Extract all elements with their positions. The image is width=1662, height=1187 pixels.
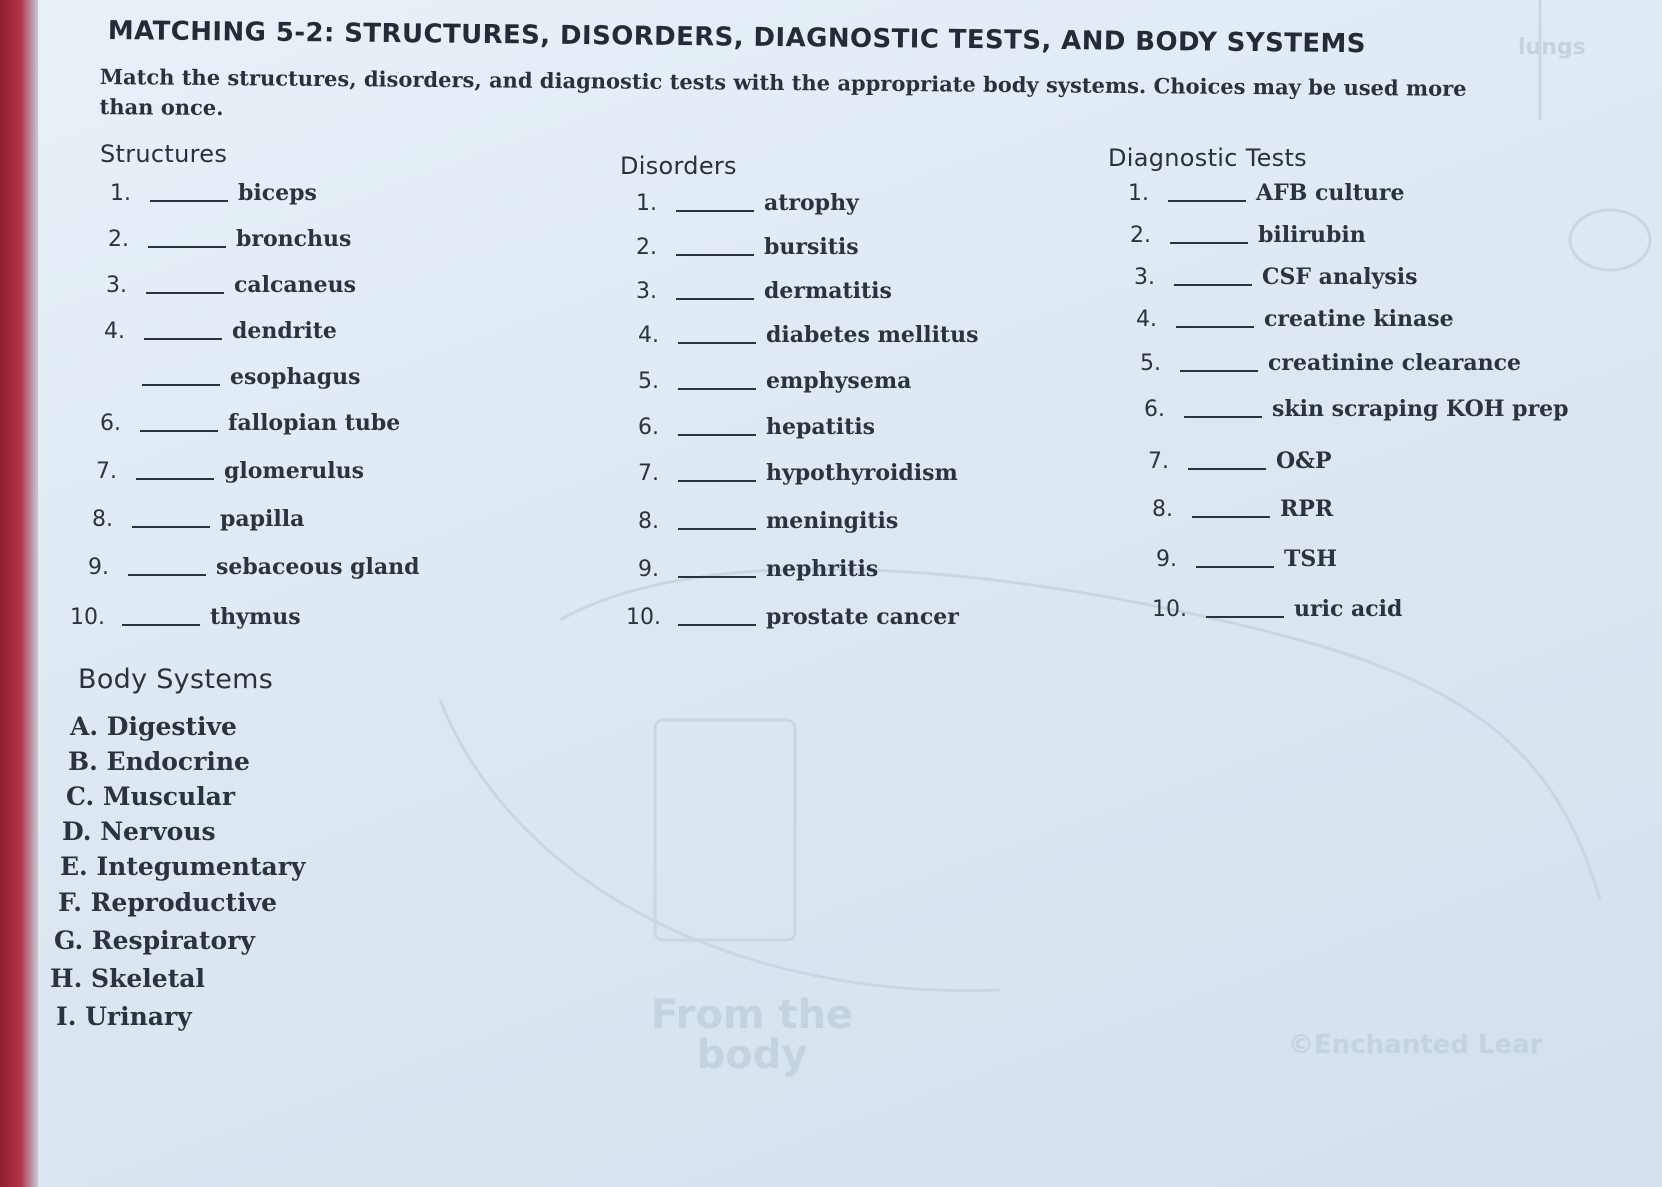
bg-copyright: ©Enchanted Lear — [1288, 1030, 1543, 1060]
item-number: 10. — [70, 605, 105, 630]
test-item — [1156, 546, 1337, 572]
item-number: 10. — [1152, 597, 1187, 622]
item-number: 7. — [96, 459, 117, 484]
tests-heading: Diagnostic Tests — [1108, 144, 1307, 172]
item-number: 6. — [100, 411, 121, 436]
structure-item — [92, 506, 304, 532]
disorder-item — [638, 460, 958, 486]
answer-blank[interactable] — [678, 526, 756, 530]
item-label: nephritis — [766, 556, 879, 582]
page-title: MATCHING 5-2: STRUCTURES, DISORDERS, DIAGNOSTIC TESTS, AND BODY SYSTEMS — [107, 16, 1367, 60]
disorders-heading: Disorders — [620, 152, 737, 180]
item-label: creatine kinase — [1264, 306, 1454, 332]
answer-blank[interactable] — [1180, 368, 1258, 372]
item-label: bilirubin — [1258, 222, 1366, 248]
answer-blank[interactable] — [1206, 614, 1284, 618]
structure-item — [100, 410, 400, 436]
bg-from-the-body: From the body — [650, 992, 854, 1078]
disorder-item — [636, 190, 859, 216]
structure-item — [88, 554, 420, 580]
item-number: 4. — [1136, 307, 1157, 332]
item-label: RPR — [1280, 496, 1334, 522]
bg-lungs: lungs — [1518, 35, 1586, 60]
answer-blank[interactable] — [136, 476, 214, 480]
item-number: 5. — [638, 369, 659, 394]
answer-blank[interactable] — [678, 622, 756, 626]
structure-item — [70, 604, 301, 630]
answer-blank[interactable] — [678, 432, 756, 436]
item-number: 3. — [636, 279, 657, 304]
item-number: 7. — [638, 461, 659, 486]
item-label: bursitis — [764, 234, 859, 260]
item-label: calcaneus — [234, 272, 357, 298]
body-system-option: D. Nervous — [62, 817, 216, 846]
item-label: papilla — [220, 506, 305, 532]
body-system-option: G. Respiratory — [54, 926, 255, 955]
test-item — [1134, 264, 1417, 290]
answer-blank[interactable] — [1176, 324, 1254, 328]
answer-blank[interactable] — [132, 524, 210, 528]
answer-blank[interactable] — [128, 572, 206, 576]
instructions: Match the structures, disorders, and diagnostic tests with the appropriate body systems. Choices may be used more than once. — [99, 63, 1467, 121]
body-system-option: I. Urinary — [56, 1002, 192, 1031]
item-number: 3. — [106, 273, 127, 298]
item-label: hepatitis — [766, 414, 876, 440]
test-item — [1140, 350, 1521, 376]
item-number: 8. — [92, 507, 113, 532]
disorder-item — [638, 556, 878, 582]
answer-blank[interactable] — [676, 252, 754, 256]
item-label: AFB culture — [1256, 180, 1405, 206]
item-number: 5. — [1140, 351, 1161, 376]
item-number: 9. — [88, 555, 109, 580]
structure-item — [104, 318, 337, 344]
disorder-item — [636, 278, 892, 304]
body-system-option: H. Skeletal — [50, 964, 205, 993]
item-label: skin scraping KOH prep — [1272, 396, 1569, 422]
answer-blank[interactable] — [1170, 240, 1248, 244]
item-number: 9. — [638, 557, 659, 582]
item-label: hypothyroidism — [766, 460, 958, 486]
item-label: prostate cancer — [766, 604, 959, 630]
answer-blank[interactable] — [148, 244, 226, 248]
body-system-option: A. Digestive — [70, 712, 237, 741]
item-label: TSH — [1284, 546, 1338, 572]
answer-blank[interactable] — [140, 428, 218, 432]
item-number: 9. — [1156, 547, 1177, 572]
item-label: bronchus — [236, 226, 352, 252]
item-label: dermatitis — [764, 278, 892, 304]
answer-blank[interactable] — [122, 622, 200, 626]
answer-blank[interactable] — [144, 336, 222, 340]
answer-blank[interactable] — [678, 340, 756, 344]
test-item — [1136, 306, 1454, 332]
item-number: 1. — [110, 181, 131, 206]
structure-item — [110, 180, 317, 206]
item-number: 1. — [1128, 181, 1149, 206]
disorder-item — [638, 508, 898, 534]
item-label: esophagus — [230, 364, 361, 390]
item-number: 8. — [638, 509, 659, 534]
structures-heading: Structures — [100, 140, 228, 168]
item-number: 2. — [108, 227, 129, 252]
answer-blank[interactable] — [1192, 514, 1270, 518]
answer-blank[interactable] — [676, 296, 754, 300]
body-system-option: F. Reproductive — [58, 888, 278, 917]
answer-blank[interactable] — [1196, 564, 1274, 568]
item-label: glomerulus — [224, 458, 365, 484]
body-systems-heading: Body Systems — [78, 664, 274, 695]
body-system-option: C. Muscular — [66, 782, 236, 811]
item-label: creatinine clearance — [1268, 350, 1521, 376]
disorder-item — [636, 234, 859, 260]
disorder-item — [638, 322, 978, 348]
item-label: biceps — [238, 180, 317, 206]
answer-blank[interactable] — [150, 198, 228, 202]
item-number: 6. — [638, 415, 659, 440]
answer-blank[interactable] — [1184, 414, 1262, 418]
item-number: 3. — [1134, 265, 1155, 290]
item-number: 7. — [1148, 449, 1169, 474]
item-label: uric acid — [1294, 596, 1403, 622]
item-number: 1. — [636, 191, 657, 216]
item-label: CSF analysis — [1262, 264, 1418, 290]
answer-blank[interactable] — [142, 382, 220, 386]
answer-blank[interactable] — [1174, 282, 1252, 286]
item-label: thymus — [210, 604, 301, 630]
disorder-item — [638, 414, 875, 440]
item-label: emphysema — [766, 368, 912, 394]
structure-item — [108, 226, 351, 252]
item-number: 4. — [104, 319, 125, 344]
answer-blank[interactable] — [1168, 198, 1246, 202]
item-number: 8. — [1152, 497, 1173, 522]
body-system-option: E. Integumentary — [60, 852, 306, 881]
answer-blank[interactable] — [1188, 466, 1266, 470]
structure-item — [96, 458, 364, 484]
test-item — [1144, 396, 1569, 422]
body-system-option: B. Endocrine — [68, 747, 250, 776]
item-label: O&P — [1276, 448, 1332, 474]
structure-item — [106, 272, 356, 298]
answer-blank[interactable] — [678, 478, 756, 482]
test-item — [1148, 448, 1332, 474]
answer-blank[interactable] — [146, 290, 224, 294]
item-label: meningitis — [766, 508, 899, 534]
test-item — [1128, 180, 1404, 206]
test-item — [1130, 222, 1366, 248]
answer-blank[interactable] — [676, 208, 754, 212]
item-number: 4. — [638, 323, 659, 348]
item-label: diabetes mellitus — [766, 322, 979, 348]
item-label: fallopian tube — [228, 410, 401, 436]
disorder-item — [626, 604, 959, 630]
structure-item — [102, 364, 360, 390]
item-label: sebaceous gland — [216, 554, 420, 580]
item-label: atrophy — [764, 190, 859, 216]
item-number: 10. — [626, 605, 661, 630]
item-number: 2. — [1130, 223, 1151, 248]
answer-blank[interactable] — [678, 574, 756, 578]
answer-blank[interactable] — [678, 386, 756, 390]
item-number: 2. — [636, 235, 657, 260]
test-item — [1152, 596, 1402, 622]
item-number: 6. — [1144, 397, 1165, 422]
test-item — [1152, 496, 1333, 522]
disorder-item — [638, 368, 911, 394]
item-label: dendrite — [232, 318, 337, 344]
